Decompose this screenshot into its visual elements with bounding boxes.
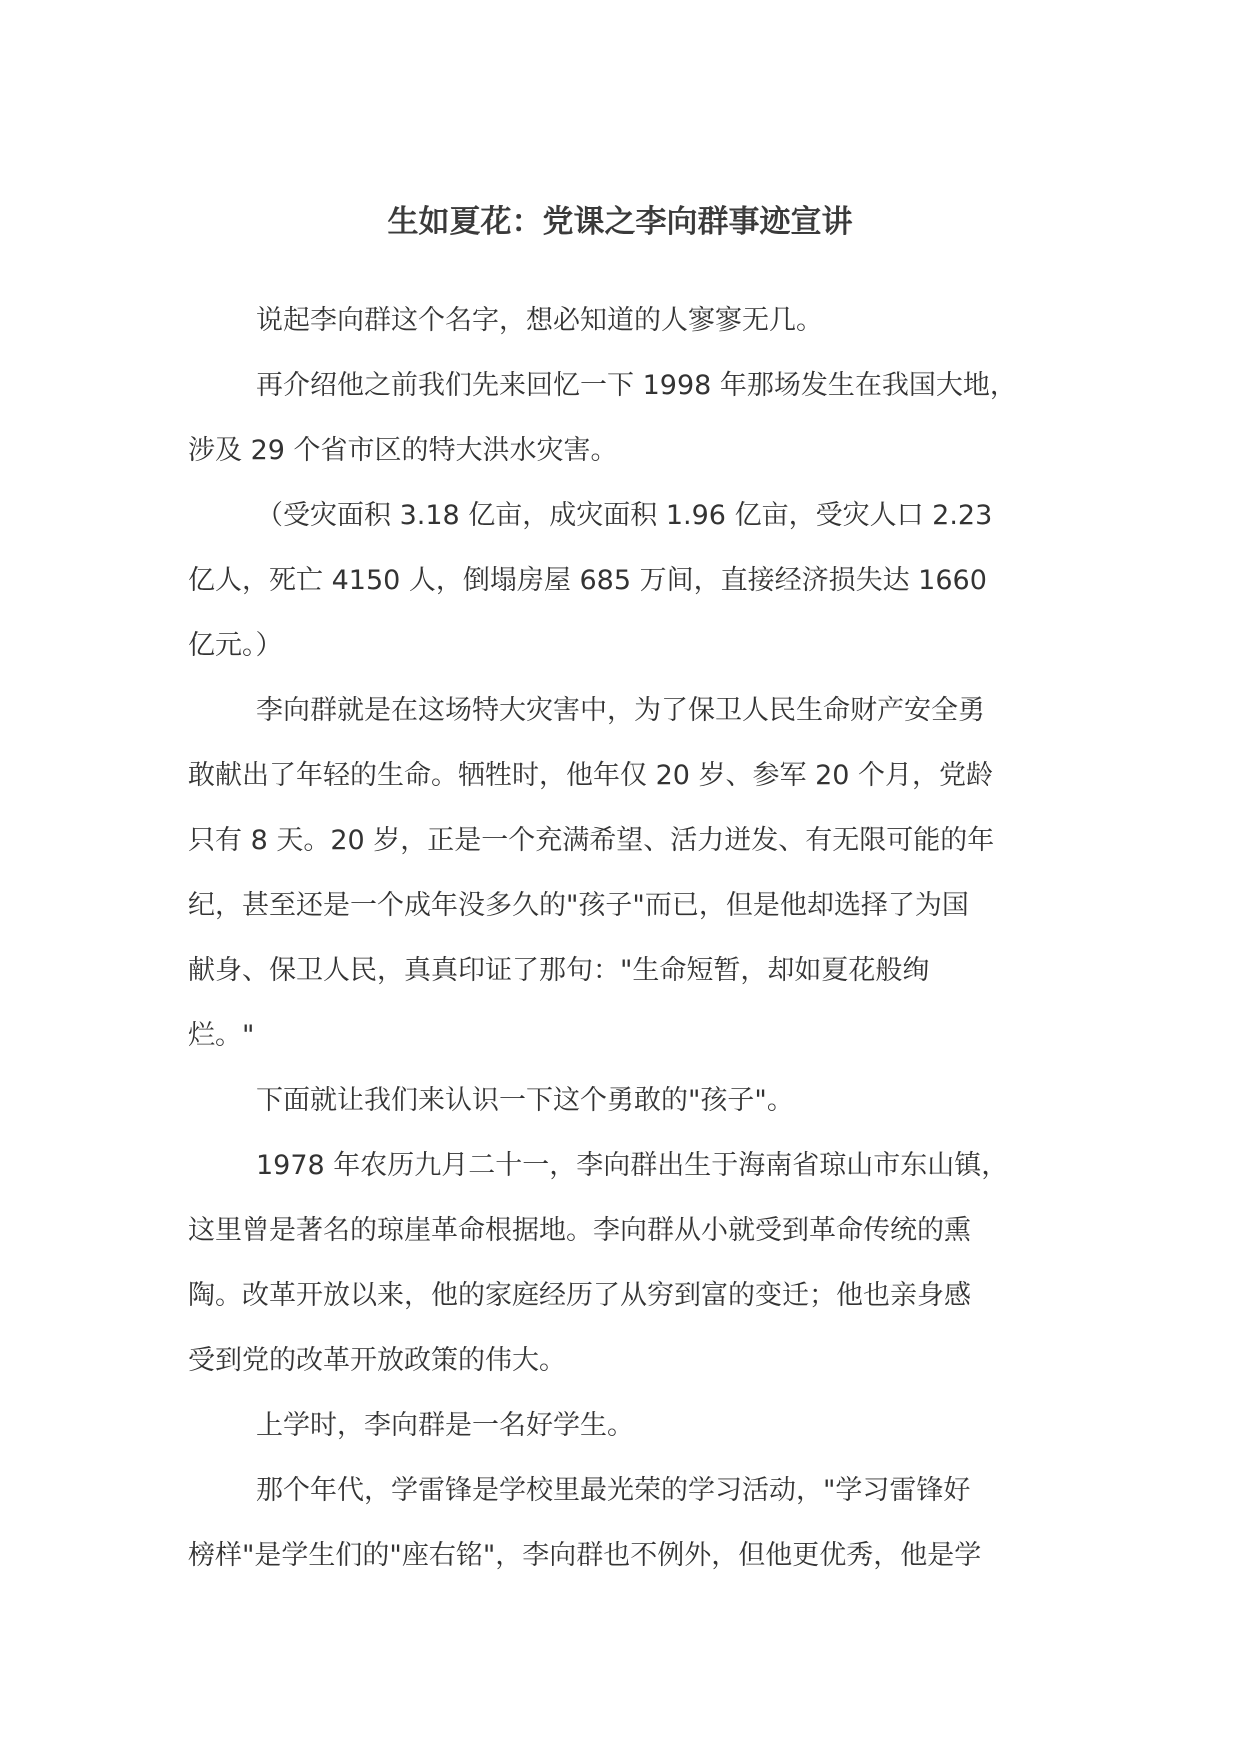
text-line: 只有 8 天。20 岁，正是一个充满希望、活力迸发、有无限可能的年: [188, 825, 995, 856]
text-line: 陶。改革开放以来，他的家庭经历了从穷到富的变迁；他也亲身感: [188, 1280, 971, 1311]
text-line: 纪，甚至还是一个成年没多久的"孩子"而已，但是他却选择了为国: [188, 890, 969, 921]
text-line: 亿人，死亡 4150 人，倒塌房屋 685 万间，直接经济损失达 1660: [188, 565, 987, 596]
text-line: 再介绍他之前我们先来回忆一下 1998 年那场发生在我国大地，: [256, 370, 1017, 401]
text-line: 涉及 29 个省市区的特大洪水灾害。: [188, 435, 618, 466]
text-line: 这里曾是著名的琼崖革命根据地。李向群从小就受到革命传统的熏: [188, 1215, 971, 1246]
text-line: 受到党的改革开放政策的伟大。: [188, 1345, 566, 1376]
text-line: 说起李向群这个名字，想必知道的人寥寥无几。: [256, 305, 823, 336]
text-line: 敢献出了年轻的生命。牺牲时，他年仅 20 岁、参军 20 个月，党龄: [188, 760, 994, 791]
text-line: 献身、保卫人民，真真印证了那句："生命短暂，却如夏花般绚: [188, 955, 930, 986]
document-body: [188, 288, 1068, 1588]
text-line: 上学时，李向群是一名好学生。: [256, 1410, 634, 1441]
text-line: 烂。": [188, 1020, 255, 1051]
document-title: 生如夏花：党课之李向群事迹宣讲: [387, 204, 853, 240]
text-line: 亿元。）: [188, 630, 283, 661]
text-line: 那个年代，学雷锋是学校里最光荣的学习活动，"学习雷锋好: [256, 1475, 971, 1506]
text-line: 李向群就是在这场特大灾害中，为了保卫人民生命财产安全勇: [256, 695, 985, 726]
text-line: 下面就让我们来认识一下这个勇敢的"孩子"。: [256, 1085, 794, 1116]
text-line: 榜样"是学生们的"座右铭"，李向群也不例外，但他更优秀，他是学: [188, 1540, 982, 1571]
text-line: 1978 年农历九月二十一，李向群出生于海南省琼山市东山镇，: [256, 1150, 1009, 1181]
text-line: （受灾面积 3.18 亿亩，成灾面积 1.96 亿亩，受灾人口 2.23: [256, 500, 993, 531]
